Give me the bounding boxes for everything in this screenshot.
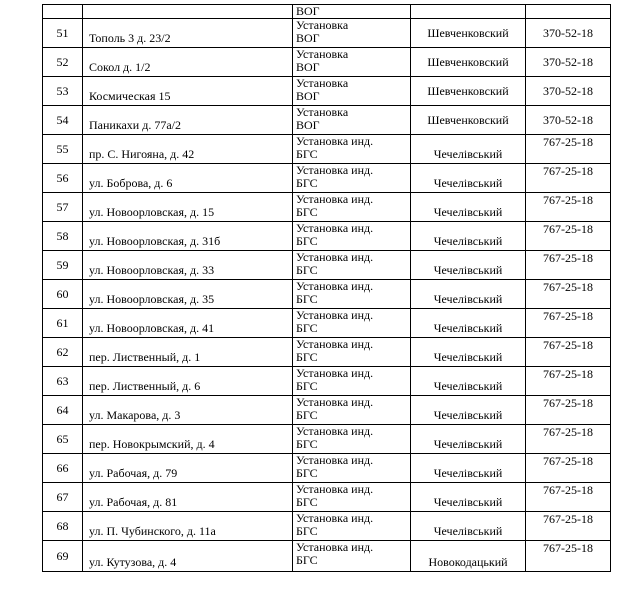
row-number: 67	[56, 489, 69, 504]
district-cell	[411, 5, 526, 19]
service-type-line2: ВОГ	[296, 31, 320, 45]
table-row	[43, 338, 611, 367]
district-name: Шевченковский	[427, 54, 509, 69]
phone-number: 767-25-18	[543, 193, 593, 207]
table-row	[43, 425, 611, 454]
service-type-line1: Установка инд.	[296, 279, 374, 293]
service-type-line1: Установка инд.	[296, 221, 374, 235]
address-cell	[83, 280, 293, 309]
phone-cell	[526, 367, 611, 396]
table-row	[43, 541, 611, 572]
service-type-cell	[293, 425, 411, 454]
phone-cell	[526, 396, 611, 425]
row-number-cell	[43, 483, 83, 512]
address-text: ул. Рабочая, д. 79	[89, 466, 178, 480]
table-row	[43, 19, 611, 48]
phone-number: 767-25-18	[543, 309, 593, 323]
address-cell	[83, 5, 293, 19]
row-number: 59	[56, 257, 69, 272]
service-type-line2: БГС	[296, 379, 318, 393]
phone-number: 767-25-18	[543, 222, 593, 236]
service-type-line2: БГС	[296, 176, 318, 190]
row-number: 52	[56, 54, 69, 69]
service-type-line2: ВОГ	[296, 89, 320, 103]
service-type-line1: Установка	[296, 47, 349, 61]
table-row	[43, 396, 611, 425]
phone-cell	[526, 193, 611, 222]
service-type-line1: Установка инд.	[296, 366, 374, 380]
table-row	[43, 309, 611, 338]
address-cell	[83, 251, 293, 280]
district-name: Чечелівський	[433, 408, 503, 422]
service-type-line2: БГС	[296, 263, 318, 277]
row-number-cell	[43, 135, 83, 164]
district-name: Чечелівський	[433, 495, 503, 509]
service-type-line1: Установка инд.	[296, 511, 374, 525]
service-type-line1: Установка инд.	[296, 337, 374, 351]
table-row	[43, 164, 611, 193]
address-text: Паникахи д. 77а/2	[89, 118, 181, 132]
district-cell	[411, 367, 526, 396]
district-cell	[411, 309, 526, 338]
row-number-cell	[43, 280, 83, 309]
address-table-body	[43, 5, 611, 572]
table-row	[43, 135, 611, 164]
row-number: 53	[56, 83, 69, 98]
district-cell	[411, 164, 526, 193]
district-cell	[411, 222, 526, 251]
row-number: 58	[56, 228, 69, 243]
service-type-cell	[293, 164, 411, 193]
row-number-cell	[43, 396, 83, 425]
district-cell	[411, 338, 526, 367]
service-type-line2: БГС	[296, 495, 318, 509]
phone-cell	[526, 19, 611, 48]
phone-number: 370-52-18	[543, 112, 593, 127]
row-number: 69	[56, 548, 69, 563]
table-row	[43, 280, 611, 309]
address-text: ул. Новоорловская, д. 15	[89, 205, 215, 219]
phone-cell	[526, 512, 611, 541]
district-name: Чечелівський	[433, 321, 503, 335]
address-cell	[83, 48, 293, 77]
phone-cell	[526, 106, 611, 135]
service-type-cell	[293, 338, 411, 367]
table-row	[43, 222, 611, 251]
district-cell	[411, 48, 526, 77]
row-number-cell	[43, 367, 83, 396]
district-name: Чечелівський	[433, 234, 503, 248]
address-cell	[83, 106, 293, 135]
row-number: 65	[56, 431, 69, 446]
row-number-cell	[43, 338, 83, 367]
table-row	[43, 251, 611, 280]
table-row	[43, 454, 611, 483]
phone-cell	[526, 454, 611, 483]
phone-number: 370-52-18	[543, 54, 593, 69]
row-number: 54	[56, 112, 69, 127]
service-type-line2: ВОГ	[296, 60, 320, 74]
district-cell	[411, 396, 526, 425]
table-row	[43, 483, 611, 512]
district-name: Чечелівський	[433, 147, 503, 161]
address-cell	[83, 77, 293, 106]
row-number-cell	[43, 222, 83, 251]
phone-number: 767-25-18	[543, 135, 593, 149]
service-type-cell	[293, 280, 411, 309]
service-type-line2: БГС	[296, 205, 318, 219]
phone-number: 370-52-18	[543, 25, 593, 40]
row-number-cell	[43, 164, 83, 193]
district-cell	[411, 541, 526, 572]
service-type-line2: БГС	[296, 292, 318, 306]
district-name: Чечелівський	[433, 176, 503, 190]
phone-number: 370-52-18	[543, 83, 593, 98]
phone-number: 767-25-18	[543, 483, 593, 497]
district-cell	[411, 280, 526, 309]
phone-number: 767-25-18	[543, 338, 593, 352]
address-text: Космическая 15	[89, 89, 171, 103]
address-text: пр. С. Нигояна, д. 42	[89, 147, 195, 161]
address-text: ул. Макарова, д. 3	[89, 408, 181, 422]
service-type-cell	[293, 367, 411, 396]
row-number-cell	[43, 193, 83, 222]
row-number: 61	[56, 315, 69, 330]
row-number: 66	[56, 460, 69, 475]
table-row	[43, 106, 611, 135]
address-cell	[83, 367, 293, 396]
service-type-cell	[293, 48, 411, 77]
row-number-cell	[43, 251, 83, 280]
address-text: пер. Лиственный, д. 1	[89, 350, 201, 364]
district-name: Шевченковский	[427, 83, 509, 98]
row-number: 51	[56, 25, 69, 40]
phone-number: 767-25-18	[543, 541, 593, 555]
phone-number: 767-25-18	[543, 425, 593, 439]
service-type-line2: БГС	[296, 408, 318, 422]
service-type-line1: Установка	[296, 18, 349, 32]
district-cell	[411, 512, 526, 541]
service-type-cell	[293, 396, 411, 425]
address-text: ул. Новоорловская, д. 31б	[89, 234, 221, 248]
service-type-line1: Установка инд.	[296, 395, 374, 409]
phone-cell	[526, 5, 611, 19]
service-type-line2: ВОГ	[296, 4, 320, 18]
district-name: Чечелівський	[433, 292, 503, 306]
district-cell	[411, 135, 526, 164]
table-row	[43, 77, 611, 106]
district-cell	[411, 425, 526, 454]
service-type-line2: БГС	[296, 234, 318, 248]
address-text: ул. Новоорловская, д. 33	[89, 263, 215, 277]
address-text: пер. Лиственный, д. 6	[89, 379, 201, 393]
row-number-cell	[43, 19, 83, 48]
row-number: 63	[56, 373, 69, 388]
service-type-line2: БГС	[296, 147, 318, 161]
service-type-line1: Установка инд.	[296, 134, 374, 148]
district-cell	[411, 19, 526, 48]
district-cell	[411, 106, 526, 135]
service-type-line1: Установка инд.	[296, 453, 374, 467]
row-number-cell	[43, 425, 83, 454]
district-name: Чечелівський	[433, 263, 503, 277]
district-name: Шевченковский	[427, 25, 509, 40]
row-number: 56	[56, 170, 69, 185]
row-number: 60	[56, 286, 69, 301]
phone-cell	[526, 77, 611, 106]
address-cell	[83, 164, 293, 193]
address-cell	[83, 396, 293, 425]
district-name: Чечелівський	[433, 524, 503, 538]
address-cell	[83, 454, 293, 483]
phone-cell	[526, 338, 611, 367]
row-number-cell	[43, 454, 83, 483]
address-text: ул. Боброва, д. 6	[89, 176, 173, 190]
phone-cell	[526, 483, 611, 512]
address-cell	[83, 338, 293, 367]
row-number-cell	[43, 541, 83, 572]
row-number-cell	[43, 512, 83, 541]
address-table	[42, 4, 611, 572]
service-type-line2: ВОГ	[296, 118, 320, 132]
phone-number: 767-25-18	[543, 367, 593, 381]
phone-cell	[526, 309, 611, 338]
district-cell	[411, 454, 526, 483]
service-type-line2: БГС	[296, 321, 318, 335]
phone-number: 767-25-18	[543, 512, 593, 526]
table-row	[43, 48, 611, 77]
address-text: ул. П. Чубинского, д. 11а	[89, 524, 216, 538]
phone-number: 767-25-18	[543, 396, 593, 410]
service-type-line1: Установка инд.	[296, 540, 374, 554]
row-number-cell	[43, 48, 83, 77]
service-type-line1: Установка	[296, 76, 349, 90]
service-type-line2: БГС	[296, 524, 318, 538]
district-cell	[411, 77, 526, 106]
district-name: Новокодацький	[428, 555, 508, 569]
phone-number: 767-25-18	[543, 251, 593, 265]
district-cell	[411, 483, 526, 512]
phone-cell	[526, 251, 611, 280]
service-type-line1: Установка инд.	[296, 192, 374, 206]
phone-number: 767-25-18	[543, 454, 593, 468]
phone-cell	[526, 222, 611, 251]
service-type-line2: БГС	[296, 350, 318, 364]
address-text: Сокол д. 1/2	[89, 60, 151, 74]
service-type-cell	[293, 483, 411, 512]
phone-cell	[526, 425, 611, 454]
service-type-cell	[293, 5, 411, 19]
service-type-cell	[293, 106, 411, 135]
service-type-cell	[293, 19, 411, 48]
service-type-cell	[293, 512, 411, 541]
row-number-cell	[43, 77, 83, 106]
address-cell	[83, 19, 293, 48]
district-name: Чечелівський	[433, 466, 503, 480]
address-cell	[83, 135, 293, 164]
address-cell	[83, 222, 293, 251]
address-cell	[83, 193, 293, 222]
row-number-cell	[43, 309, 83, 338]
address-text: ул. Кутузова, д. 4	[89, 555, 177, 569]
phone-number: 767-25-18	[543, 280, 593, 294]
district-name: Чечелівський	[433, 350, 503, 364]
phone-cell	[526, 280, 611, 309]
service-type-line2: БГС	[296, 437, 318, 451]
address-text: пер. Новокрымский, д. 4	[89, 437, 215, 451]
address-text: ул. Рабочая, д. 81	[89, 495, 178, 509]
row-number: 55	[56, 141, 69, 156]
address-text: Тополь 3 д. 23/2	[89, 31, 171, 45]
service-type-line1: Установка инд.	[296, 424, 374, 438]
row-number: 57	[56, 199, 69, 214]
address-text: ул. Новоорловская, д. 41	[89, 321, 215, 335]
service-type-line1: Установка инд.	[296, 250, 374, 264]
district-cell	[411, 251, 526, 280]
district-name: Шевченковский	[427, 112, 509, 127]
service-type-cell	[293, 77, 411, 106]
address-cell	[83, 309, 293, 338]
phone-cell	[526, 541, 611, 572]
phone-number: 767-25-18	[543, 164, 593, 178]
district-name: Чечелівський	[433, 437, 503, 451]
service-type-line1: Установка инд.	[296, 482, 374, 496]
service-type-line2: БГС	[296, 553, 318, 567]
table-row-continued	[43, 5, 611, 19]
service-type-line1: Установка	[296, 105, 349, 119]
row-number: 68	[56, 518, 69, 533]
address-cell	[83, 483, 293, 512]
district-cell	[411, 193, 526, 222]
table-row	[43, 193, 611, 222]
service-type-cell	[293, 222, 411, 251]
phone-cell	[526, 135, 611, 164]
service-type-cell	[293, 251, 411, 280]
address-cell	[83, 512, 293, 541]
service-type-cell	[293, 193, 411, 222]
service-type-line1: Установка инд.	[296, 308, 374, 322]
service-type-cell	[293, 541, 411, 572]
service-type-cell	[293, 135, 411, 164]
row-number-cell	[43, 5, 83, 19]
table-row	[43, 367, 611, 396]
address-cell	[83, 425, 293, 454]
address-text: ул. Новоорловская, д. 35	[89, 292, 215, 306]
phone-cell	[526, 164, 611, 193]
service-type-cell	[293, 309, 411, 338]
row-number: 64	[56, 402, 69, 417]
phone-cell	[526, 48, 611, 77]
service-type-line1: Установка инд.	[296, 163, 374, 177]
row-number: 62	[56, 344, 69, 359]
row-number-cell	[43, 106, 83, 135]
table-row	[43, 512, 611, 541]
district-name: Чечелівський	[433, 205, 503, 219]
address-cell	[83, 541, 293, 572]
service-type-line2: БГС	[296, 466, 318, 480]
district-name: Чечелівський	[433, 379, 503, 393]
service-type-cell	[293, 454, 411, 483]
